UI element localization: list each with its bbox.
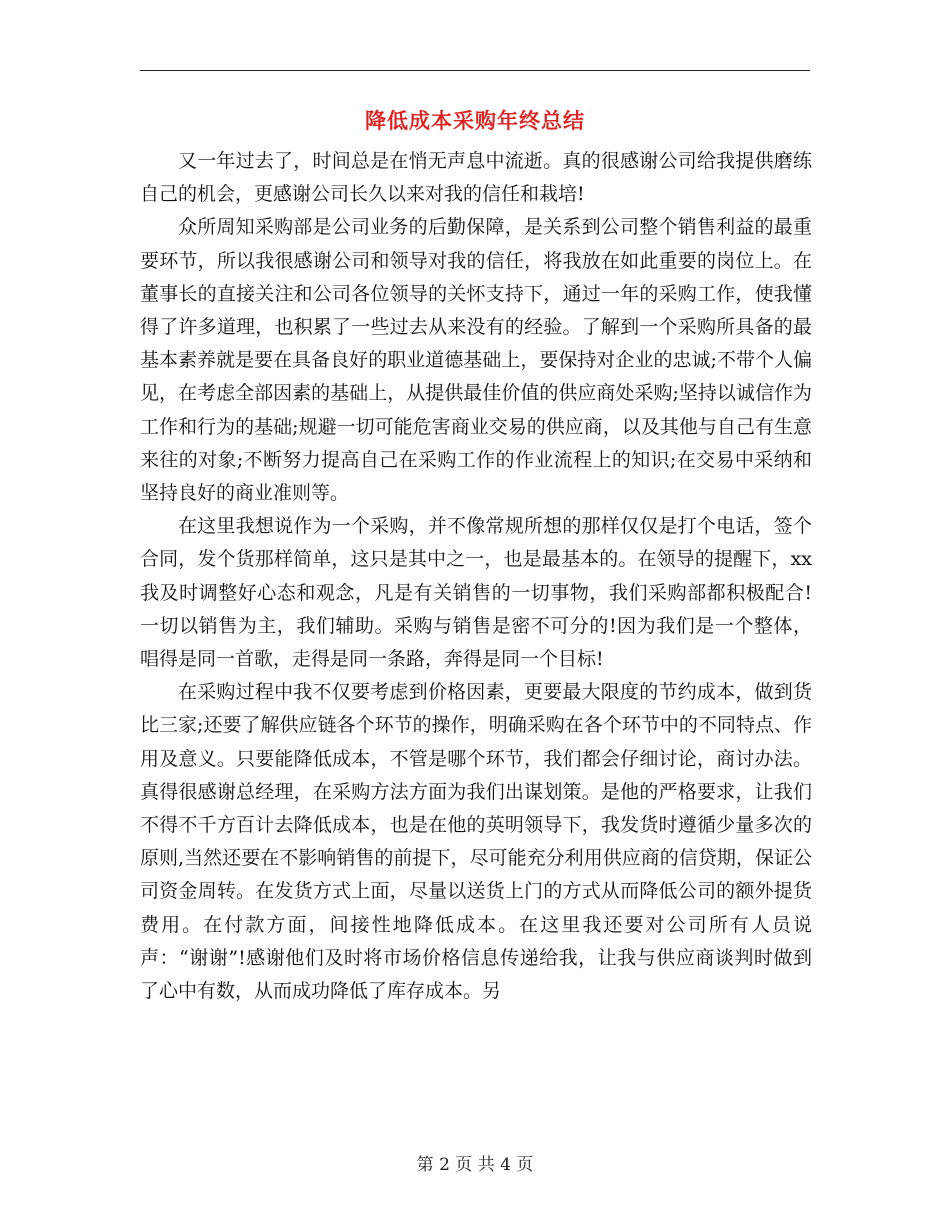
paragraph-2: 众所周知采购部是公司业务的后勤保障，是关系到公司整个销售利益的最重要环节，所以我很感谢公司和领导对我的信任，将我放在如此重要的岗位上。在董事长的直接关注和公司各位领导的关怀支持下，通过一年的采购工作，使我懂得了许多道理，也积累了一些过去从来没有的经验。了解到一个采购所具备的最基本素养就是要在具备良好的职业道德基础上，要保持对企业的忠诚;不带个人偏见，在考虑全部因素的基础上，从提供最佳价值的供应商处采购;坚持以诚信作为工作和行为的基础;规避一切可能危害商业交易的供应商，以及其他与自己有生意来往的对象;不断努力提高自己在采购工作的作业流程上的知识;在交易中采纳和坚持良好的商业准则等。 [140,216,812,505]
page-number-footer: 第 2 页 共 4 页 [416,1155,534,1175]
paragraph-1: 又一年过去了，时间总是在悄无声息中流逝。真的很感谢公司给我提供磨练自己的机会，更感谢公司长久以来对我的信任和栽培! [140,150,812,206]
document-title: 降低成本采购年终总结 [365,108,585,133]
document-body [140,145,812,1008]
paragraph-3: 在这里我想说作为一个采购，并不像常规所想的那样仅仅是打个电话，签个合同，发个货那样简单，这只是其中之一，也是最基本的。在领导的提醒下，xx我及时调整好心态和观念，凡是有关销售的一切事物，我们采购部都积极配合!一切以销售为主，我们辅助。采购与销售是密不可分的!因为我们是一个整体，唱得是同一首歌，走得是同一条路，奔得是同一个目标! [140,515,812,671]
header-rule [140,70,810,71]
paragraph-4: 在采购过程中我不仅要考虑到价格因素，更要最大限度的节约成本，做到货比三家;还要了解供应链各个环节的操作，明确采购在各个环节中的不同特点、作用及意义。只要能降低成本，不管是哪个环节，我们都会仔细讨论，商讨办法。真得很感谢总经理，在采购方法方面为我们出谋划策。是他的严格要求，让我们不得不千方百计去降低成本，也是在他的英明领导下，我发货时遵循少量多次的原则,当然还要在不影响销售的前提下，尽可能充分利用供应商的信贷期，保证公司资金周转。在发货方式上面，尽量以送货上门的方式从而降低公司的额外提货费用。在付款方面，间接性地降低成本。在这里我还要对公司所有人员说声：“谢谢”!感谢他们及时将市场价格信息传递给我，让我与供应商谈判时做到了心中有数，从而成功降低了库存成本。另 [140,681,812,1003]
